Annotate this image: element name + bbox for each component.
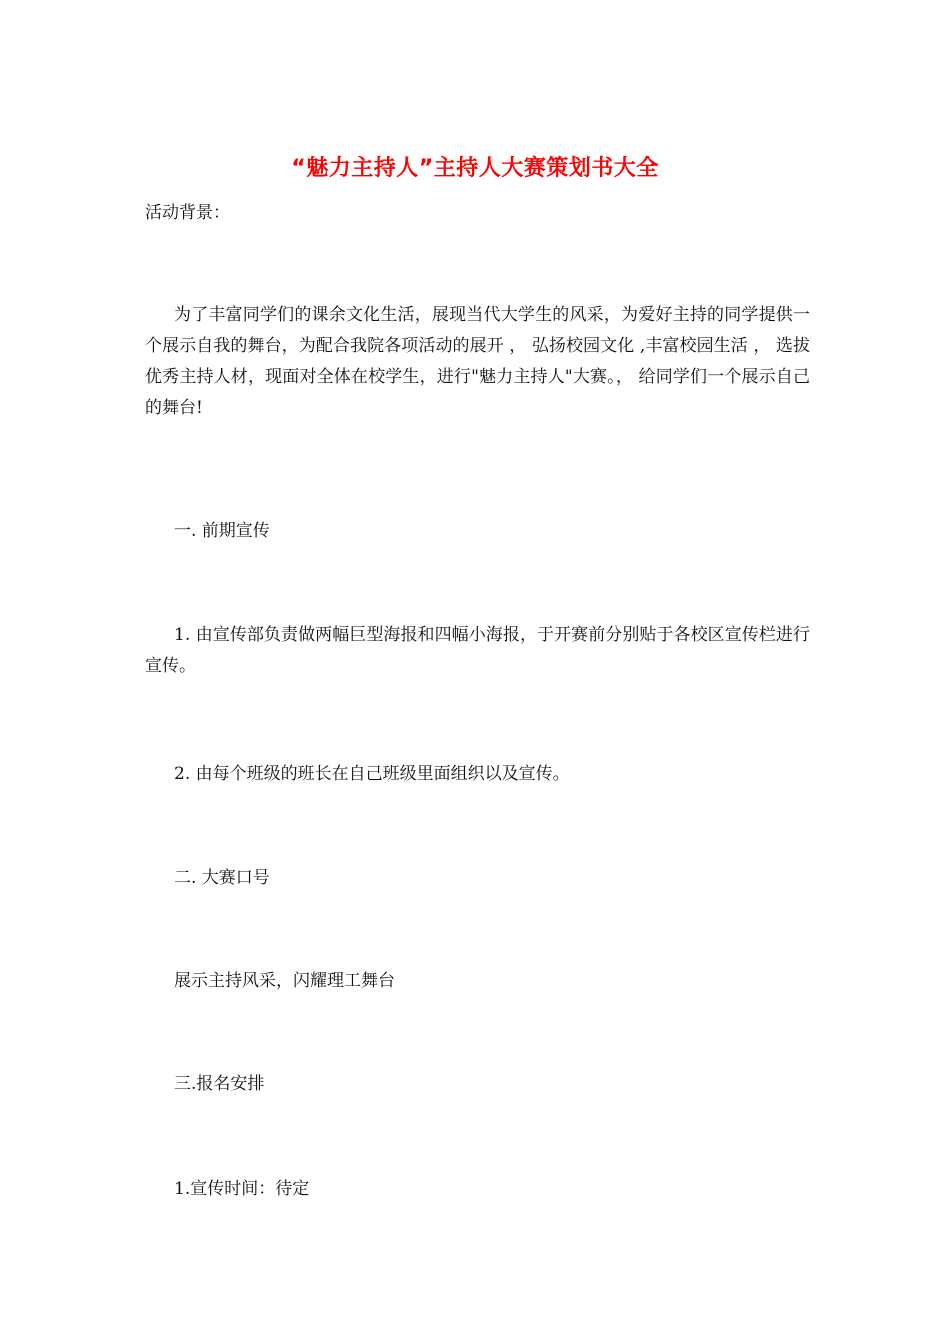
section-heading-slogan: 二. 大赛口号 bbox=[174, 868, 270, 888]
section-heading-registration: 三.报名安排 bbox=[174, 1074, 265, 1094]
section-heading-publicity: 一. 前期宣传 bbox=[174, 521, 270, 541]
registration-item-1: 1.宣传时间：待定 bbox=[174, 1179, 310, 1199]
intro-paragraph: 为了丰富同学们的课余文化生活，展现当代大学生的风采，为爱好主持的同学提供一个展示自我的舞台，为配合我院各项活动的展开 ， 弘扬校园文化 ,丰富校园生活 ， 选拔优秀主持人材，现面对全体在校学生，进行"魅力主持人"大赛。， 给同学们一个展示自己的舞台! bbox=[145, 305, 810, 418]
publicity-item-2: 2. 由每个班级的班长在自己班级里面组织以及宣传。 bbox=[174, 764, 570, 784]
slogan-text: 展示主持风采，闪耀理工舞台 bbox=[174, 971, 395, 991]
publicity-item-1: 1. 由宣传部负责做两幅巨型海报和四幅小海报，于开赛前分别贴于各校区宣传栏进行宣传。 bbox=[145, 625, 810, 676]
background-label: 活动背景： bbox=[145, 203, 230, 223]
document-title: “魅力主持人”主持人大赛策划书大全 bbox=[291, 156, 659, 181]
